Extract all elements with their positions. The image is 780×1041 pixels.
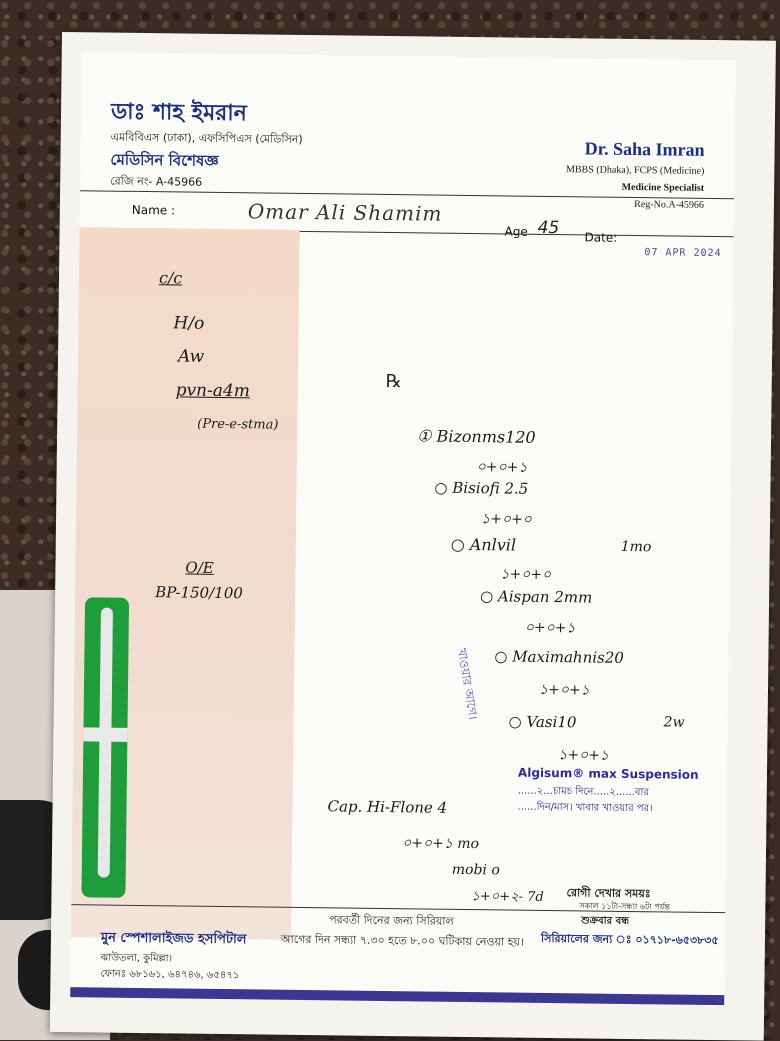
- group1-duration: 1mo: [620, 538, 652, 556]
- rx-item-6: ○ Vasi10: [508, 712, 577, 732]
- doctor-specialty-bn: মেডিসিন বিশেষজ্ঞ: [110, 150, 219, 170]
- doctor-degrees-en: MBBS (Dhaka), FCPS (Medicine): [565, 164, 705, 177]
- mobi-dose: ১+০+২- 7d: [471, 889, 544, 905]
- clipboard-paper: [50, 32, 776, 1041]
- rx-item-3-dose: ১+০+০: [500, 566, 552, 584]
- doctor-name-bn: ডাঃ শাহ ইমরান: [110, 99, 248, 127]
- date-label: Date:: [584, 230, 618, 245]
- rx-item-4-dose: ০+০+১: [524, 619, 576, 637]
- hospital-location: ঝাউতলা, কুমিল্লা।: [100, 952, 173, 965]
- before-meal-stamp: খাওয়ার আগে।: [454, 647, 481, 721]
- doctor-name-en: Dr. Saha Imran: [584, 138, 705, 160]
- rx-item-4: ○ Aispan 2mm: [480, 587, 593, 607]
- cc-note: c/c: [158, 268, 183, 288]
- rx-item-2-dose: ১+০+০: [480, 511, 532, 528]
- clip-bar: [98, 608, 113, 878]
- rx-item-6-dose: ১+০+১: [558, 747, 610, 764]
- clip-cross: [83, 727, 127, 742]
- prescription-pad: [70, 52, 735, 1005]
- serial-phone: সিরিয়ালের জন্য ঃ ০১৭১৮-৬৫৩৮৩৫: [540, 931, 719, 948]
- doctor-reg-bn: রেজি নং- A-45966: [110, 174, 203, 189]
- age-label: Age: [504, 224, 528, 239]
- history-note: H/o: [173, 313, 205, 334]
- mobi-item: mobi o: [451, 861, 500, 879]
- history-note-2: Aw: [177, 346, 205, 367]
- oe-note: O/E: [185, 558, 214, 577]
- algisum-title: Algisum® max Suspension: [517, 765, 699, 782]
- patient-age: 45: [537, 217, 560, 239]
- rx-symbol: ℞: [385, 370, 403, 393]
- rx-item-3: ○ Anlvil: [450, 534, 517, 555]
- algisum-instruction: ......দিন/মাস। খাবার খাওয়ার পর।: [517, 801, 653, 815]
- doctor-specialty-en: Medicine Specialist: [621, 181, 705, 194]
- closed-day: শুক্রবার বন্ধ: [581, 915, 630, 927]
- hospital-name: মুন স্পেশালাইজড হসপিটাল: [100, 930, 247, 948]
- bp-note: BP-150/100: [155, 583, 243, 603]
- footer-bar: [70, 987, 724, 1005]
- next-serial-time: আগের দিন সন্ধ্যা ৭.৩০ হতে ৮.০০ ঘটিকায় নেওয়া হয়।: [280, 932, 524, 949]
- doctor-degrees-bn: এমবিবিএস (ঢাকা), এফসিপিএস (মেডিসিন): [110, 130, 303, 146]
- date-stamp: 07 APR 2024: [644, 247, 722, 260]
- syrup-item: Cap. Hi-Flone 4: [327, 797, 448, 817]
- history-note-3: pvn-a4m: [175, 380, 251, 402]
- name-label: Name :: [131, 202, 176, 218]
- syrup-dose: ০+০+১ mo: [402, 835, 480, 853]
- hospital-phones: ফোনঃ ৬৮১৬১, ৬৪৭৪৬, ৬৫৪৭১: [100, 968, 240, 982]
- clipboard-clip: [81, 597, 129, 898]
- clinical-notes-panel: [71, 227, 300, 940]
- history-note-4: (Pre-e-stma): [197, 416, 279, 433]
- rx-item-2: ○ Bisiofi 2.5: [434, 478, 529, 498]
- doctor-reg-en: Reg-No.A-45966: [634, 199, 704, 211]
- timing-title: রোগী দেখার সময়ঃ: [566, 886, 651, 901]
- rx-item-1-dose: ০+০+১: [476, 459, 528, 476]
- algisum-dose: ......২...চামচ দিনে.....২......বার: [517, 785, 649, 799]
- patient-name: Omar Ali Shamim: [247, 199, 443, 226]
- rx-item-5-dose: ১+০+১: [538, 681, 590, 699]
- rx-item-1: ① Bizonms120: [416, 426, 536, 447]
- timing-hours: সকাল ১১টা-সন্ধ্যা ৬টা পর্যন্ত: [579, 901, 670, 912]
- next-serial-title: পরবর্তী দিনের জন্য সিরিয়াল: [329, 913, 454, 928]
- group2-duration: 2w: [663, 714, 685, 731]
- rx-item-5: ○ Maximahnis20: [494, 647, 625, 667]
